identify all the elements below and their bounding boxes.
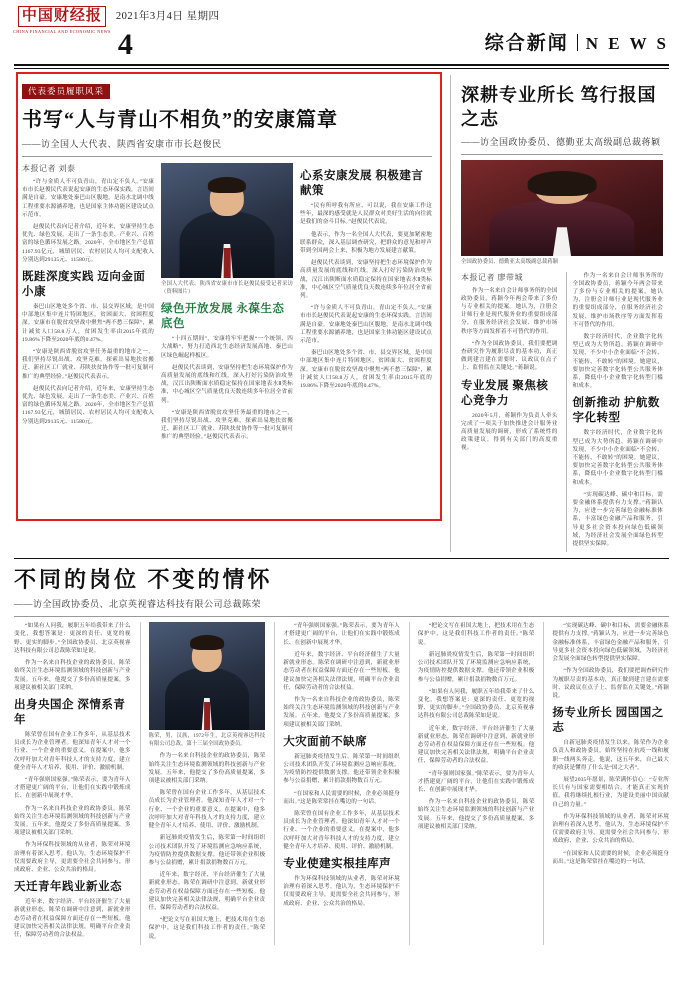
article3-col5-p2: “作为全国政协委员，我们要把调查研究作为履职尽责的基本功，真正做到建言建在需要时、议政议在点子上、监督监在关键处。”蒋颖说。 bbox=[552, 668, 669, 699]
article3-c5-body bbox=[552, 739, 669, 866]
article2-p2: “作为全国政协委员，我们要把调查研究作为履职尽责的基本功，真正做到建言建在需要时、议政议在点子上、监督监在关键处。”蒋颖说。 bbox=[461, 340, 558, 372]
article2-s1-p: 2020年5月，蒋颖作为负责人牵头完成了一项关于加快推进会计服务业高质量发展的调研，形成了系统性的政策建议，得到有关部门的高度重视。 bbox=[461, 412, 558, 452]
article1-p2: 赵俊民代表向记者介绍，近年来，安康坚持生态优先、绿色发展，走出了一条生态美、产业兴、百姓富的绿色循环发展之路。2020年，全市地区生产总值1167.93亿元，城镇居民、农村居民人均可支配收入分别达到29135元、11580元。 bbox=[22, 224, 154, 263]
top-section bbox=[14, 75, 669, 552]
article3-divider bbox=[14, 616, 669, 617]
article1-columns bbox=[22, 163, 432, 446]
article-tag: 代表委员履职风采 bbox=[22, 84, 110, 99]
article1-col2 bbox=[161, 163, 293, 446]
article1-sub1-title: 既跬深度实践 迈向金面小康 bbox=[22, 271, 146, 299]
article3-col5 bbox=[543, 622, 669, 944]
article3-col5-body-top bbox=[552, 622, 669, 700]
article1-divider bbox=[22, 156, 432, 157]
article2-photo-caption: 全国政协委员、德勤亚太高级副总裁蒋颖 bbox=[461, 259, 559, 265]
article3-c4-p1: 作为环保科技领域的从业者，陈荣对环境治理有着深入思考。他认为，生态环境保护不仅需要政府主导，更需要全社会共同参与，形成政府、企业、公众共治的格局。 bbox=[283, 875, 400, 907]
article3-p1: 作为一名来自科技企业的政协委员，陈荣始终关注生态环境监测领域的科技创新与产业发展。五年来，他提交了多份高质量提案，多项建议被相关部门采纳。 bbox=[14, 660, 131, 691]
logo-title-en: CHINA FINANCIAL AND ECONOMIC NEWS bbox=[13, 29, 111, 34]
article2-s1-title: 专业发展 聚焦核心竞争力 bbox=[461, 379, 549, 407]
article3-c5-p3: 作为环保科技领域的从业者，陈荣对环境治理有着深入思考。他认为，生态环境保护不仅需要政府主导，更需要全社会共同参与，形成政府、企业、公众共治的格局。 bbox=[552, 813, 669, 845]
article1-sub3-p5: 秦巴山区地处多个省、市、县交界区域，是中国中部地区集中连片特困地区，贫困面大、贫困程度深。安康市在脱贫攻坚战中聚焦“两不愁三保障”，累计减贫人口58.8万人，贫困发生率由2015年底的19.86%下降至2020年底的0.47%。 bbox=[299, 350, 432, 390]
article-anakang bbox=[14, 75, 440, 552]
article2-columns bbox=[461, 272, 663, 553]
article3-c3-body bbox=[283, 753, 400, 851]
article1-sub1-body bbox=[22, 303, 154, 426]
article3-col3-p3: 作为一名来自科技企业的政协委员，陈荣始终关注生态环境监测领域的科技创新与产业发展。五年来，他提交了多份高质量提案，多项建议被相关部门采纳。 bbox=[283, 696, 400, 728]
article3-col4-p6: 作为一名来自科技企业的政协委员，陈荣始终关注生态环境监测领域的科技创新与产业发展。五年来，他提交了多份高质量提案，多项建议被相关部门采纳。 bbox=[417, 799, 535, 830]
article3-col3-body bbox=[283, 622, 400, 728]
article3-headline: 不同的岗位 不变的情怀 bbox=[14, 567, 273, 593]
article1-col3 bbox=[300, 163, 432, 446]
article3-columns bbox=[14, 622, 669, 944]
newspaper-logo bbox=[14, 6, 110, 34]
article1-sub2-p1: “十四五期间”，安康将牢牢把握“一个统领、四大战略”，努力打造西北生态经济发展高地、秦巴山区绿色崛起样板区。 bbox=[160, 336, 293, 359]
article3-c2-title: 天迁青年践业新业态 bbox=[14, 881, 122, 894]
article3-col4-p3: “如果有人问我，履职五年给我带来了什么变化，我想答案是：更深的责任、更宽的视野、更实的脚步。”全国政协委员、北京英视睿达科技有限公司总裁陈荣如是说。 bbox=[417, 688, 535, 720]
article3-subhead: ——访全国政协委员、北京英视睿达科技有限公司总裁陈荣 bbox=[14, 599, 262, 610]
article2-body1 bbox=[461, 287, 558, 373]
article3-c1-p1: 陈荣曾在国有企业工作多年，从基层技术员成长为企业管理者。他深知青年人才对一个行业、一个企业的重要意义。在提案中，他多次呼吁加大对青年科技人才的支持力度，建立健全青年人才培养、使用、评价、激励机制。 bbox=[14, 731, 131, 771]
article3-photo bbox=[149, 622, 266, 730]
section-header bbox=[485, 28, 669, 55]
article2-s2-p: 数字经济时代，企业数字化转型已成为大势所趋。蒋颖在调研中发现，不少中小企业面临“不会转、不能转、不敢转”的困境。她建议，要加快完善数字化转型公共服务体系，降低中小企业数字化转型门槛和成本。 bbox=[572, 430, 663, 486]
article1-sub2-body bbox=[161, 335, 293, 441]
article3-c4-title: 专业使建实根挂库声 bbox=[283, 857, 392, 870]
article1-sub2-title: 绿色开放发展 永葆生态底色 bbox=[160, 303, 285, 331]
article3-col4-body bbox=[418, 622, 535, 831]
article2-s2-title: 创新推动 护航数字化转型 bbox=[572, 397, 660, 425]
masthead-rule bbox=[14, 64, 669, 66]
article1-photo bbox=[161, 163, 293, 278]
article3-col2-p3: 新冠肺炎疫情发生后，陈荣第一时间组织公司技术团队开发了环境监测应急响应系统，为疫情防控提供数据支撑。他还带领企业积极参与公益捐赠，累计捐款捐物数百万元。 bbox=[148, 835, 266, 866]
article3-col3 bbox=[274, 622, 400, 944]
article3-c5-p4: “在国家和人民需要的时候，企业必须挺身而出。”这是陈荣常挂在嘴边的一句话。 bbox=[552, 850, 669, 865]
article3-c5-p1: 自新冠肺炎疫情发生以来，陈荣作为企业负责人和政协委员，始终坚持在抗疫一线和履职一线两头奔走。他说，这五年来，自己最大的收获是懂得了什么是“国之大者”。 bbox=[552, 740, 669, 771]
article1-sub1-p3: 赵俊民代表向记者介绍，近年来，安康坚持生态优先、绿色发展，走出了一条生态美、产业兴、百姓富的绿色循环发展之路。2020年，全市地区生产总值1167.93亿元，城镇居民、农村居民人均可支配收入分别达到29135元、11580元。 bbox=[22, 385, 154, 425]
article1-sub3-p2: 他表示，作为一名全国人大代表，要更加紧密地联系群众，深入基层调查研究，把群众的意见和呼声带到全国两会上来，积极为地方发展建言献策。 bbox=[299, 231, 432, 255]
article3-col2-p5: “把论文写在祖国大地上，把技术用在生态保护中，这是我们科技工作者的责任。”陈荣说。 bbox=[148, 917, 266, 940]
article2-col1 bbox=[461, 272, 558, 553]
section-divider bbox=[577, 34, 578, 51]
masthead-left bbox=[14, 6, 220, 59]
article3-col2-p4: 近年来，数字经济、平台经济催生了大量新就业形态。陈荣在调研中注意到，新就业形态劳动者在权益保障方面还存在一些短板。他建议加快完善相关法律法规，明确平台企业责任，保障劳动者的合法权益。 bbox=[148, 872, 266, 911]
article2-p4: 数字经济时代，企业数字化转型已成为大势所趋。蒋颖在调研中发现，不少中小企业面临“不会转、不能转、不敢转”的困境。她建议，要加快完善数字化转型公共服务体系，降低中小企业数字化转型门槛和成本。 bbox=[572, 334, 663, 390]
article2-col2 bbox=[566, 272, 664, 553]
article3-top-rule bbox=[14, 558, 669, 559]
article3-photo-caption: 陈荣，男，汉族，1972年生，北京英视睿达科技有限公司总裁，第十三届全国政协委员。 bbox=[148, 733, 266, 747]
article1-sub3-p3: 赵俊民代表谈到，安康坚持把生态环境保护作为高质量发展的底线和红线，深入打好污染防治攻坚战，汉江出陕断面水质稳定保持在国家地表水Ⅱ类标准，中心城区空气质量优良天数连续多年位居全省前列。 bbox=[299, 260, 432, 300]
article2-s2-body bbox=[567, 429, 664, 548]
article1-byline: 本报记者 刘泰 bbox=[22, 164, 76, 173]
article3-c4-body bbox=[283, 875, 400, 908]
article2-subhead: ——访全国政协委员、德勤亚太高级副总裁蒋颖 bbox=[461, 137, 661, 147]
article3-quote-p: “如果有人问我，履职五年给我带来了什么变化，我想答案是：更深的责任、更宽的视野、更实的脚步。”全国政协委员、北京英视睿达科技有限公司总裁陈荣如是说。 bbox=[14, 623, 131, 654]
article3-col3-p2: 近年来，数字经济、平台经济催生了大量新就业形态。陈荣在调研中注意到，新就业形态劳动者在权益保障方面还存在一些短板。他建议加快完善相关法律法规，明确平台企业责任，保障劳动者的合法权益。 bbox=[283, 651, 400, 691]
article3-col5-p1: “实现碳达峰、碳中和目标，需要金融体系提供有力支撑。”蒋颖认为，应进一步完善绿色金融标准体系，丰富绿色金融产品和服务，引导更多社会资本投向绿色低碳领域，为经济社会发展全面绿色转型提供坚实保障。 bbox=[552, 623, 669, 663]
article3-col3-p1: “青年强则国家强。”陈荣表示，要为青年人才搭建更广阔的平台，让他们在实践中锻炼成长、在创新中展现才华。 bbox=[283, 623, 400, 646]
article3-col2 bbox=[140, 622, 266, 944]
article3-c1-p2: “青年强则国家强。”陈荣表示，要为青年人才搭建更广阔的平台，让他们在实践中锻炼成长、在创新中展现才华。 bbox=[14, 776, 131, 800]
article2-divider bbox=[461, 154, 663, 155]
article2-p3: 作为一名来自会计师事务所的全国政协委员，蒋颖今年两会带来了多份与专业相关的提案。她认为，注册会计师行业是现代服务业的重要组成部分，在服务经济社会发展、维护市场秩序等方面发挥着不可替代的作用。 bbox=[572, 272, 663, 328]
article3-c5-title: 扬专业所长 园国国之志 bbox=[552, 707, 664, 735]
issue-date: 2021年3月4日 星期四 bbox=[115, 11, 220, 22]
article2-photo bbox=[461, 160, 663, 256]
article3-col4-p5: “青年强则国家强。”陈荣表示，要为青年人才搭建更广阔的平台，让他们在实践中锻炼成长、在创新中展现才华。 bbox=[417, 770, 535, 793]
article2-p1: 作为一名来自会计师事务所的全国政协委员，蒋颖今年两会带来了多份与专业相关的提案。她认为，注册会计师行业是现代服务业的重要组成部分，在服务经济社会发展、维护市场秩序等方面发挥着不可替代的作用。 bbox=[461, 287, 558, 335]
article1-sub3-p1: “民有所呼我有所应、可以说，我在安康工作这些年，最深的感受就是人民群众对美好生活的向往就是我们的奋斗目标。”赵俊民代表说。 bbox=[299, 203, 432, 226]
article3-quote bbox=[14, 622, 131, 692]
article2-headline: 深耕专业所长 笃行报国之志 bbox=[461, 85, 657, 129]
article1-subhead: ——访全国人大代表、陕西省安康市市长赵俊民 bbox=[22, 139, 222, 149]
article3-c5-p2: 展望2035年愿景，陈荣满怀信心：“专业所长只有与国家需要相结合，才能真正实现价值。我将继续扎根行业，为建设美丽中国贡献自己的力量。” bbox=[552, 776, 669, 808]
article1-lead bbox=[22, 178, 154, 264]
article3-col4-p4: 近年来，数字经济、平台经济催生了大量新就业形态。陈荣在调研中注意到，新就业形态劳动者在权益保障方面还存在一些短板。他建议加快完善相关法律法规，明确平台企业责任，保障劳动者的合法权益。 bbox=[417, 725, 535, 765]
article3-col4-p2: 新冠肺炎疫情发生后，陈荣第一时间组织公司技术团队开发了环境监测应急响应系统，为疫情防控提供数据支撑。他还带领企业积极参与公益捐赠，累计捐款捐物数百万元。 bbox=[417, 651, 535, 683]
article1-sub3-title: 心系安康发展 积极建言献策 bbox=[299, 170, 424, 197]
article3-c2-p1: 近年来，数字经济、平台经济催生了大量新就业形态。陈荣在调研中注意到，新就业形态劳动者在权益保障方面还存在一些短板。他建议加快完善相关法律法规，明确平台企业责任，保障劳动者的合法权益。 bbox=[14, 899, 131, 938]
section-name-cn: 综合新闻 bbox=[484, 33, 569, 54]
article3-col2-p2: 陈荣曾在国有企业工作多年，从基层技术员成长为企业管理者。他深知青年人才对一个行业、一个企业的重要意义。在提案中，他多次呼吁加大对青年科技人才的支持力度，建立健全青年人才培养、使用、评价、激励机制。 bbox=[148, 790, 266, 830]
article3-c1-title: 出身央国企 深情系青年 bbox=[14, 698, 126, 726]
article1-sub2-p2: 赵俊民代表谈到，安康坚持把生态环境保护作为高质量发展的底线和红线，深入打好污染防治攻坚战，汉江出陕断面水质稳定保持在国家地表水Ⅱ类标准，中心城区空气质量优良天数连续多年位居全省前列。 bbox=[160, 364, 293, 404]
article3-c1-p3: 作为一名来自科技企业的政协委员，陈荣始终关注生态环境监测领域的科技创新与产业发展。五年来，他提交了多份高质量提案，多项建议被相关部门采纳。 bbox=[14, 805, 131, 837]
page-number: 4 bbox=[117, 28, 133, 61]
article1-sub1-p2: “安康是陕西省脱贫攻坚任务最重的地市之一，我们坚持尽锐出战、攻坚克难，探索出易地扶贫搬迁、新社区工厂就业、苏陕扶贫协作等一批可复制可推广的典型经验。”赵俊民代表表示。 bbox=[22, 349, 154, 380]
article1-sub1-p1: 秦巴山区地处多个省、市、县交界区域，是中国中部地区集中连片特困地区，贫困面大、贫困程度深。安康市在脱贫攻坚战中聚焦“两不愁三保障”，累计减贫人口58.8万人，贫困发生率由2015年底的19.86%下降至2020年底的0.47%。 bbox=[22, 304, 154, 343]
article3-c3-p1: 新冠肺炎疫情发生后，陈荣第一时间组织公司技术团队开发了环境监测应急响应系统，为疫情防控提供数据支撑。他还带领企业积极参与公益捐赠，累计捐款捐物数百万元。 bbox=[283, 753, 400, 785]
article3-c3-p3: 陈荣曾在国有企业工作多年，从基层技术员成长为企业管理者。他深知青年人才对一个行业、一个企业的重要意义。在提案中，他多次呼吁加大对青年科技人才的支持力度，建立健全青年人才培养、使用、评价、激励机制。 bbox=[283, 810, 400, 850]
logo-title-cn: 中国财经报 bbox=[18, 6, 106, 27]
masthead bbox=[14, 6, 669, 62]
article2-s3-p: “实现碳达峰、碳中和目标，需要金融体系提供有力支撑。”蒋颖认为，应进一步完善绿色金融标准体系，丰富绿色金融产品和服务，引导更多社会资本投向绿色低碳领域，为经济社会发展全面绿色转型提供坚实保障。 bbox=[572, 491, 663, 548]
article3-c3-p2: “在国家和人民需要的时候，企业必须挺身而出。”这是陈荣常挂在嘴边的一句话。 bbox=[283, 790, 400, 805]
article2-s1-body bbox=[461, 412, 558, 453]
article1-col1 bbox=[22, 163, 154, 446]
article3-c2-body bbox=[14, 898, 131, 939]
article3-c3-title: 大灾面前不缺席 bbox=[283, 735, 368, 748]
article-deloitte bbox=[450, 75, 663, 552]
article2-byline: 本报记者 廖带城 bbox=[461, 272, 523, 282]
article3-col4-p1: “把论文写在祖国大地上，把技术用在生态保护中，这是我们科技工作者的责任。”陈荣说。 bbox=[417, 623, 535, 646]
section-name-en: N E W S bbox=[585, 34, 669, 53]
article3-col4 bbox=[409, 622, 535, 944]
article3-header bbox=[14, 558, 669, 617]
article1-lead-p: “许与金质人不可负青山，青山定不负人。”安康市市长赵俊民代表说起安康的生态环保实践，言语间满是自豪。安康地处秦巴山区腹地，是南水北调中线工程重要水源涵养地，也是国家主体功能区建设试点示范市。 bbox=[22, 179, 154, 218]
article3-col2-body bbox=[149, 752, 266, 940]
article3-col1 bbox=[14, 622, 131, 944]
article1-sub3-body bbox=[300, 202, 432, 390]
article3-col2-p1: 作为一名来自科技企业的政协委员，陈荣始终关注生态环境监测领域的科技创新与产业发展。五年来，他提交了多份高质量提案，多项建议被相关部门采纳。 bbox=[148, 753, 266, 785]
article1-sub3-p4: “许与金质人不可负青山，青山定不负人。”安康市市长赵俊民代表说起安康的生态环保实践，言语间满是自豪。安康地处秦巴山区腹地，是南水北调中线工程重要水源涵养地，也是国家主体功能区建设试点示范市。 bbox=[299, 305, 432, 345]
article3-c1-p4: 作为环保科技领域的从业者，陈荣对环境治理有着深入思考。他认为，生态环境保护不仅需要政府主导，更需要全社会共同参与，形成政府、企业、公众共治的格局。 bbox=[14, 842, 131, 873]
masthead-rule-thin bbox=[14, 68, 669, 69]
article3-c1-body bbox=[14, 731, 131, 874]
article1-headline: 书写“人与青山不相负”的安康篇章 bbox=[22, 109, 338, 131]
article1-sub2-p3: “安康是陕西省脱贫攻坚任务最重的地市之一，我们坚持尽锐出战、攻坚克难，探索出易地扶贫搬迁、新社区工厂就业、苏陕扶贫协作等一批可复制可推广的典型经验。”赵俊民代表表示。 bbox=[160, 409, 293, 441]
article2-body2 bbox=[567, 272, 664, 391]
article1-photo-caption: 全国人大代表、陕西省安康市市长赵俊民接受记者采访（资料图片） bbox=[160, 281, 293, 295]
